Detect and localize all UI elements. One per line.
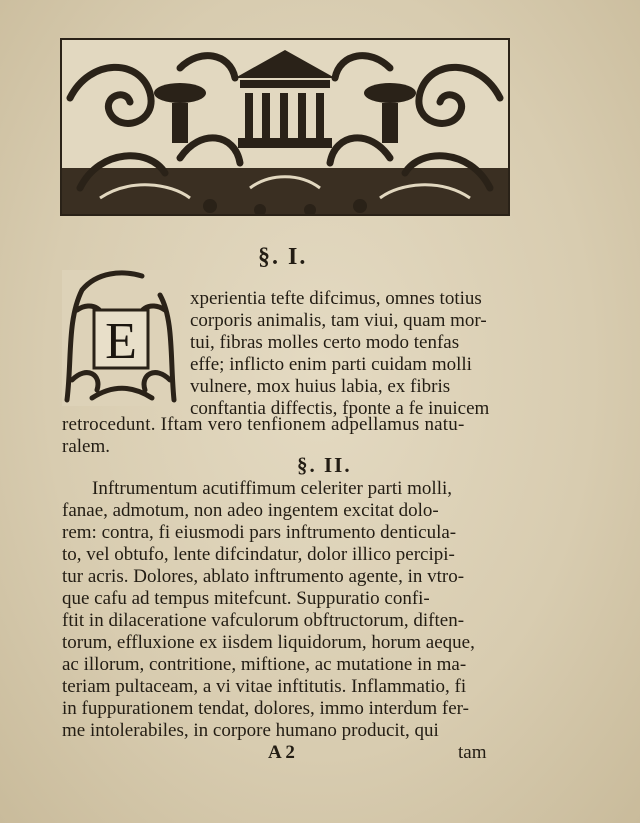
s2-line: fanae, admotum, non adeo ingentem excitat dolo- [62,500,439,521]
s2-line: Inftrumentum acutiffimum celeriter parti molli, [92,478,453,499]
s1-line: tui, fibras molles certo modo tenfas [190,332,460,353]
s2-line: torum, effluxione ex iisdem liquidorum, horum aeque, [62,632,475,653]
s1-line: effe; inflicto enim parti cuidam molli [190,354,472,375]
s2-line: tur acris. Dolores, ablato inftrumento agente, in vtro- [62,566,465,587]
s1-line: conftantia diffectis, fponte a fe inuicem [190,398,490,419]
s1-line: retrocedunt. Iftam vero tenfionem adpellamus natu- [62,414,465,435]
decorated-initial [62,270,180,406]
s2-line: teriam pultaceam, a vi vitae inftitutis. Inflammatio, fi [62,676,467,697]
catchword: tam [458,742,487,763]
s2-line: in fuppurationem tendat, dolores, immo interdum fer- [62,698,469,719]
s1-line: ralem. [62,436,111,457]
s1-line: xperientia tefte difcimus, omnes totius [190,288,482,309]
section-2-heading: §. II. [297,453,352,477]
s2-line: me intolerabiles, in corpore humano producit, qui [62,720,439,741]
s2-line: que cafu ad tempus mitefcunt. Suppuratio confi- [62,588,430,609]
initial-letter: E [105,313,137,370]
s2-line: ac illorum, contritione, miftione, ac mutatione in ma- [62,654,467,675]
s1-line: corporis animalis, tam viui, quam mor- [190,310,487,331]
signature-mark: A 2 [268,742,295,763]
s2-line: ftit in dilaceratione vafculorum obftructorum, diften- [62,610,465,631]
headpiece-ornament [60,38,510,216]
s2-line: rem: contra, fi eiusmodi pars inftrumento denticula- [62,522,457,543]
s1-line: vulnere, mox huius labia, ex fibris [190,376,451,397]
section-1-heading: §. I. [258,244,308,270]
s2-line: to, vel obtufo, lente difcindatur, dolor illico percipi- [62,544,455,565]
